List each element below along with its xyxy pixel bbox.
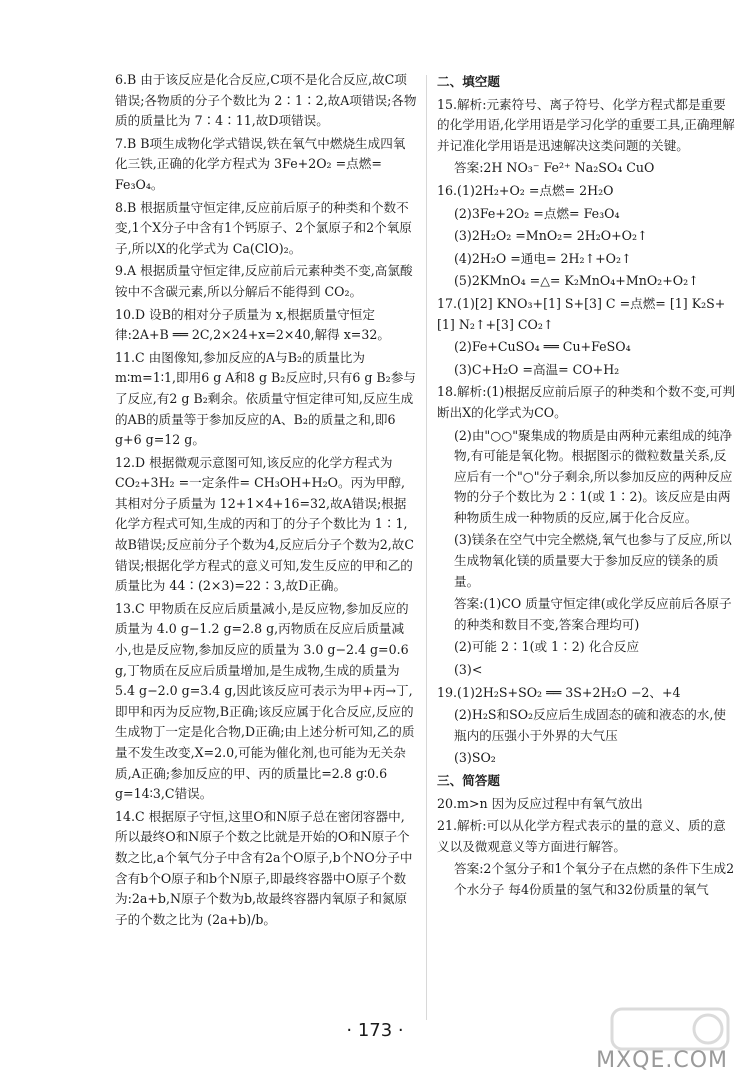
answer-paragraph: 8.B 根据质量守恒定律,反应前后原子的种类和个数不变,1个X分子中含有1个钙原子、2个氯原子和2个氧原子,所以X的化学式为 Ca(ClO)₂。 <box>115 199 412 256</box>
answer-paragraph: 19.(1)2H₂S+SO₂ ══ 3S+2H₂O −2、+4 <box>437 684 681 700</box>
answer-paragraph: 21.解析:可以从化学方程式表示的量的意义、质的意义以及微观意义等方面进行解答。 <box>437 818 726 854</box>
answer-paragraph: (5)2KMnO₄ =△= K₂MnO₄+MnO₂+O₂↑ <box>454 273 699 289</box>
answer-paragraph: (2)可能 2∶1(或 1∶2) 化合反应 <box>454 639 640 655</box>
answer-paragraph: 14.C 根据原子守恒,这里O和N原子总在密闭容器中,所以最终O和N原子个数之比就是开始的O和N原子个数之比,a个氧气分子中含有2a个O原子,b个NO分子中含有b个O原子和b个N原子,即最终容器中O原子个数为:2a+b,N原子个数为b,故最终容器内氧原子和氮原子的个数之比为 (2a+b)/b。 <box>115 808 413 927</box>
answer-paragraph: 9.A 根据质量守恒定律,反应前后元素种类不变,高氯酸铵中不含碳元素,所以分解后不能得到 CO₂。 <box>115 263 413 299</box>
answer-paragraph: 15.解析:元素符号、离子符号、化学方程式都是重要的化学用语,化学用语是学习化学的重要工具,正确理解并记准化学用语是迅速解决这类问题的关键。 <box>437 96 735 153</box>
section-heading: 三、简答题 <box>437 773 500 788</box>
answer-paragraph: 18.解析:(1)根据反应前后原子的种类和个数不变,可判断出X的化学式为CO。 <box>437 384 735 420</box>
answer-paragraph: (2)H₂S和SO₂反应后生成固态的硫和液态的水,使瓶内的压强小于外界的大气压 <box>454 707 727 743</box>
answer-paragraph: 12.D 根据微观示意图可知,该反应的化学方程式为 CO₂+3H₂ =一定条件= CH₃OH+H₂O。丙为甲醇,其相对分子质量为 12+1×4+16=32,故A错误;根据化学方程式可知,生成的丙和丁的分子个数比为 1∶1,故B错误;反应前分子个数为4,反应后分子个数为2,故C错误;根据化学方程式的意义可知,发生反应的甲和乙的质量比为 44∶(2×3)=22∶3,故D正确。 <box>115 454 415 594</box>
answer-paragraph: 20.m>n 因为反应过程中有氧气放出 <box>437 795 643 811</box>
answer-paragraph: (4)2H₂O =通电= 2H₂↑+O₂↑ <box>454 250 632 266</box>
section-heading: 二、填空题 <box>437 74 500 89</box>
right-column <box>437 70 735 903</box>
answer-paragraph: 7.B B项生成物化学式错误,铁在氧气中燃烧生成四氧化三铁,正确的化学方程式为 3Fe+2O₂ =点燃= Fe₃O₄。 <box>115 135 406 192</box>
answer-paragraph: (2)3Fe+2O₂ =点燃= Fe₃O₄ <box>454 205 620 221</box>
answer-paragraph: (3)镁条在空气中完全燃烧,氧气也参与了反应,所以生成物氧化镁的质量要大于参加反应的镁条的质量。 <box>454 532 732 589</box>
answer-paragraph: 17.(1)[2] KNO₃+[1] S+[3] C =点燃= [1] K₂S+[1] N₂↑+[3] CO₂↑ <box>437 295 726 332</box>
answer-paragraph: (2)Fe+CuSO₄ ══ Cu+FeSO₄ <box>454 339 631 355</box>
left-column <box>115 70 417 932</box>
answer-paragraph: (3)SO₂ <box>454 750 496 766</box>
column-divider <box>426 75 427 1020</box>
answer-paragraph: 答案:2个氢分子和1个氧分子在点燃的条件下生成2个水分子 每4份质量的氢气和32份质量的氧气 <box>454 861 735 897</box>
answer-paragraph: 10.D 设B的相对分子质量为 x,根据质量守恒定律:2A+B ══ 2C,2×24+x=2×40,解得 x=32。 <box>115 306 390 343</box>
answer-paragraph: (3)C+H₂O =高温= CO+H₂ <box>454 361 620 377</box>
answer-paragraph: (3)< <box>454 662 483 678</box>
watermark-text: MXQE.COM <box>596 1048 728 1073</box>
answer-paragraph: (3)2H₂O₂ =MnO₂= 2H₂O+O₂↑ <box>454 228 648 244</box>
page-number: · 173 · <box>346 1020 404 1041</box>
answer-paragraph: 11.C 由图像知,参加反应的A与B₂的质量比为 m∶m=1∶1,即用6 g A和8 g B₂反应时,只有6 g B₂参与了反应,有2 g B₂剩余。依质量守恒定律可知,反应生成的AB的质量等于参加反应的A、B₂的质量之和,即6 g+6 g=12 g。 <box>115 349 416 448</box>
answer-paragraph: 16.(1)2H₂+O₂ =点燃= 2H₂O <box>437 182 614 198</box>
answer-paragraph: 13.C 甲物质在反应后质量减小,是反应物,参加反应的质量为 4.0 g−1.2 g=2.8 g,丙物质在反应后质量减小,也是反应物,参加反应的质量为 3.0 g−2.4 g=0.6 g,丁物质在反应后质量增加,是生成物,生成的质量为 5.4 g−2.0 g=3.4 g,因此该反应可表示为甲+丙→丁,即甲和丙为反应物,B正确;该反应属于化合反应,反应的生成物丁一定是化合物,D正确;由上述分析可知,乙的质量不发生改变,X=2.0,可能为催化剂,也可能为无关杂质,A正确;参加反应的甲、丙的质量比=2.8 g∶0.6 g=14∶3,C错误。 <box>115 600 415 802</box>
answer-paragraph: 答案:2H NO₃⁻ Fe²⁺ Na₂SO₄ CuO <box>454 160 655 176</box>
answer-paragraph: 答案:(1)CO 质量守恒定律(或化学反应前后各原子的种类和数目不变,答案合理均可) <box>454 596 732 632</box>
answer-paragraph: (2)由"○○"聚集成的物质是由两种元素组成的纯净物,有可能是氧化物。根据图示的微粒数量关系,反应后有一个"○"分子剩余,所以参加反应的两种反应物的分子个数比为 2∶1(或 1∶2)。该反应是由两种物质生成一种物质的反应,属于化合反应。 <box>454 427 733 525</box>
answer-paragraph: 6.B 由于该反应是化合反应,C项不是化合反应,故C项错误;各物质的分子个数比为 2∶1∶2,故A项错误;各物质的质量比为 7∶4∶11,故D项错误。 <box>115 72 417 129</box>
